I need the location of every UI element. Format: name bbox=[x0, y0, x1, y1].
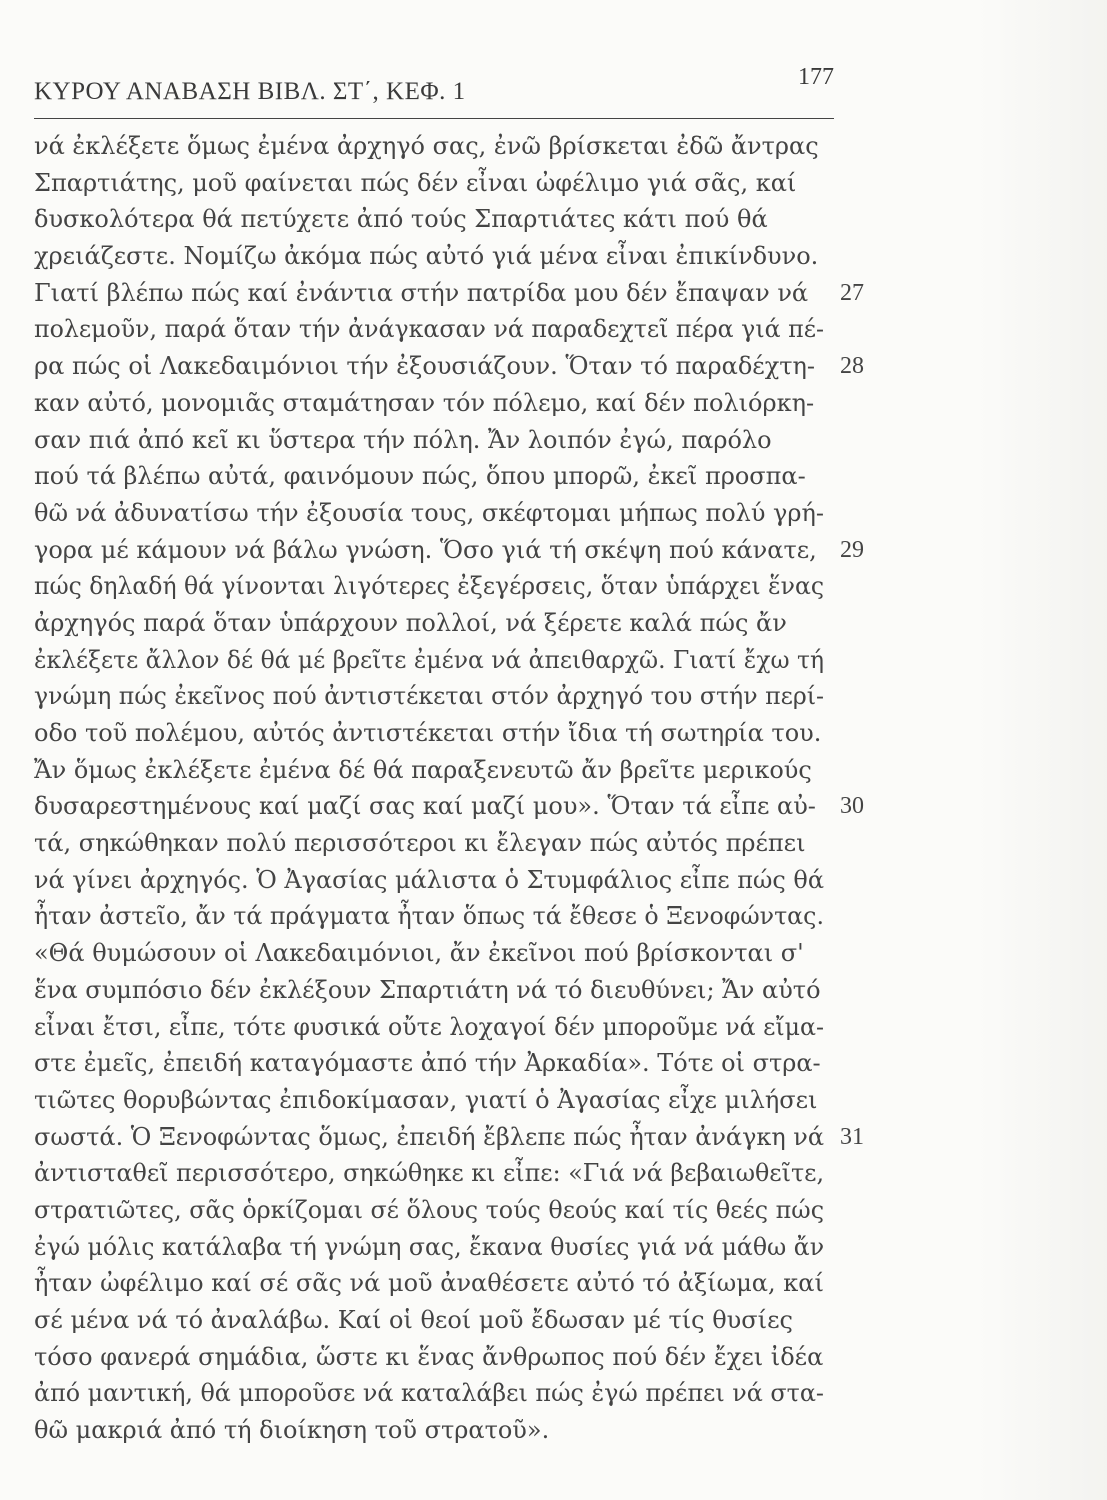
line-text: τά, σηκώθηκαν πολύ περισσότεροι κι ἔλεγαν πώς αὐτός πρέπει bbox=[34, 829, 806, 858]
text-line bbox=[34, 1009, 834, 1046]
line-text: ἕνα συμπόσιο δέν ἐκλέξουν Σπαρτιάτη νά τό διευθύνει; Ἄν αὐτό bbox=[34, 975, 821, 1004]
text-line bbox=[34, 1082, 834, 1119]
text-line bbox=[34, 898, 834, 935]
page-header bbox=[34, 64, 834, 112]
line-text: στε ἐμεῖς, ἐπειδή καταγόμαστε ἀπό τήν Ἀρκαδία». Τότε οἱ στρα- bbox=[34, 1049, 821, 1078]
text-line bbox=[34, 935, 834, 972]
text-line bbox=[34, 165, 834, 202]
line-text: καν αὐτό, μονομιᾶς σταμάτησαν τόν πόλεμο, καί δέν πολιόρκη- bbox=[34, 388, 815, 417]
line-text: οδο τοῦ πολέμου, αὐτός ἀντιστέκεται στήν ἴδια τή σωτηρία του. bbox=[34, 719, 822, 747]
line-text: ἀρχηγός παρά ὅταν ὑπάρχουν πολλοί, νά ξέρετε καλά πώς ἄν bbox=[34, 608, 787, 637]
header-rule bbox=[34, 118, 834, 119]
text-line bbox=[34, 1265, 834, 1302]
text-line bbox=[34, 1045, 834, 1082]
line-text: ἦταν ἀστεῖο, ἄν τά πράγματα ἦταν ὅπως τά ἔθεσε ὁ Ξενοφώντας. bbox=[34, 902, 824, 931]
line-text: θῶ μακριά ἀπό τή διοίκηση τοῦ στρατοῦ». bbox=[34, 1416, 550, 1445]
line-text: Σπαρτιάτης, μοῦ φαίνεται πώς δέν εἶναι ὠφέλιμο γιά σᾶς, καί bbox=[34, 168, 797, 197]
line-text: σωστά. Ὁ Ξενοφώντας ὅμως, ἐπειδή ἔβλεπε πώς ἦταν ἀνάγκη νά bbox=[34, 1122, 824, 1151]
text-line bbox=[34, 422, 834, 459]
text-line bbox=[34, 385, 834, 422]
text-line bbox=[34, 972, 834, 1009]
section-number: 30 bbox=[840, 793, 864, 820]
text-line bbox=[34, 642, 834, 679]
line-text: γνώμη πώς ἐκεῖνος πού ἀντιστέκεται στόν ἀρχηγό του στήν περί- bbox=[34, 682, 825, 711]
line-text: ρα πώς οἱ Λακεδαιμόνιοι τήν ἐξουσιάζουν. Ὅταν τό παραδέχτη- bbox=[34, 352, 816, 381]
running-head: ΚΥΡΟΥ ΑΝΑΒΑΣΗ ΒΙΒΛ. ΣΤ΄, ΚΕΦ. 1 bbox=[34, 78, 466, 105]
line-text: Ἄν ὅμως ἐκλέξετε ἐμένα δέ θά παραξενευτῶ ἄν βρεῖτε μερικούς bbox=[34, 755, 812, 784]
text-line bbox=[34, 1192, 834, 1229]
text-line bbox=[34, 201, 834, 238]
page-edge-shadow bbox=[977, 0, 1107, 1500]
text-line bbox=[34, 275, 864, 312]
line-text: σέ μένα νά τό ἀναλάβω. Καί οἱ θεοί μοῦ ἔδωσαν μέ τίς θυσίες bbox=[34, 1306, 793, 1334]
line-text: τιῶτες θορυβώντας ἐπιδοκίμασαν, γιατί ὁ Ἀγασίας εἶχε μιλήσει bbox=[34, 1085, 818, 1114]
text-line bbox=[34, 1302, 834, 1339]
text-line bbox=[34, 678, 834, 715]
text-line bbox=[34, 788, 864, 825]
line-text: νά ἐκλέξετε ὅμως ἐμένα ἀρχηγό σας, ἐνῶ βρίσκεται ἐδῶ ἄντρας bbox=[34, 132, 819, 160]
line-text: ἀπό μαντική, θά μποροῦσε νά καταλάβει πώς ἐγώ πρέπει νά στα- bbox=[34, 1379, 824, 1408]
line-text: στρατιῶτες, σᾶς ὁρκίζομαι σέ ὅλους τούς θεούς καί τίς θεές πώς bbox=[34, 1195, 825, 1224]
text-line bbox=[34, 862, 834, 899]
section-number: 31 bbox=[840, 1123, 864, 1150]
text-line bbox=[34, 605, 834, 642]
text-line bbox=[34, 1412, 834, 1449]
line-text: σαν πιά ἀπό κεῖ κι ὕστερα τήν πόλη. Ἄν λοιπόν ἐγώ, παρόλο bbox=[34, 425, 772, 454]
line-text: ἀντισταθεῖ περισσότερο, σηκώθηκε κι εἶπε: «Γιά νά βεβαιωθεῖτε, bbox=[34, 1159, 825, 1188]
line-text: πώς δηλαδή θά γίνονται λιγότερες ἐξεγέρσεις, ὅταν ὑπάρχει ἕνας bbox=[34, 572, 824, 601]
text-line bbox=[34, 348, 864, 385]
text-line bbox=[34, 1119, 864, 1156]
line-text: «Θά θυμώσουν οἱ Λακεδαιμόνιοι, ἄν ἐκεῖνοι πού βρίσκονται σ' bbox=[34, 939, 804, 968]
text-line bbox=[34, 532, 864, 569]
line-text: πολεμοῦν, παρά ὅταν τήν ἀνάγκασαν νά παραδεχτεῖ πέρα γιά πέ- bbox=[34, 315, 824, 344]
text-line bbox=[34, 568, 834, 605]
line-text: ἦταν ὠφέλιμο καί σέ σᾶς νά μοῦ ἀναθέσετε αὐτό τό ἀξίωμα, καί bbox=[34, 1269, 824, 1298]
line-text: δυσαρεστημένους καί μαζί σας καί μαζί μου». Ὅταν τά εἶπε αὐ- bbox=[34, 792, 816, 821]
text-line bbox=[34, 128, 834, 165]
text-line bbox=[34, 752, 834, 789]
line-text: πού τά βλέπω αὐτά, φαινόμουν πώς, ὅπου μπορῶ, ἐκεῖ προσπα- bbox=[34, 462, 806, 491]
page-number: 177 bbox=[798, 64, 834, 90]
text-line bbox=[34, 1339, 834, 1376]
section-number: 29 bbox=[840, 536, 864, 563]
section-number: 27 bbox=[840, 279, 864, 306]
text-line bbox=[34, 825, 834, 862]
text-line bbox=[34, 495, 834, 532]
section-number: 28 bbox=[840, 353, 864, 380]
body-text bbox=[34, 128, 894, 1449]
text-line bbox=[34, 1229, 834, 1266]
line-text: δυσκολότερα θά πετύχετε ἀπό τούς Σπαρτιάτες κάτι πού θά bbox=[34, 205, 768, 234]
line-text: θῶ νά ἀδυνατίσω τήν ἐξουσία τους, σκέφτομαι μήπως πολύ γρή- bbox=[34, 498, 824, 527]
line-text: Γιατί βλέπω πώς καί ἐνάντια στήν πατρίδα μου δέν ἔπαψαν νά bbox=[34, 278, 809, 307]
line-text: ἐκλέξετε ἄλλον δέ θά μέ βρεῖτε ἐμένα νά ἀπειθαρχῶ. Γιατί ἔχω τή bbox=[34, 645, 825, 674]
line-text: τόσο φανερά σημάδια, ὥστε κι ἕνας ἄνθρωπος πού δέν ἔχει ἰδέα bbox=[34, 1342, 824, 1371]
line-text: γορα μέ κάμουν νά βάλω γνώση. Ὅσο γιά τή σκέψη πού κάνατε, bbox=[34, 535, 817, 564]
line-text: νά γίνει ἀρχηγός. Ὁ Ἀγασίας μάλιστα ὁ Στυμφάλιος εἶπε πώς θά bbox=[34, 865, 824, 894]
text-line bbox=[34, 458, 834, 495]
line-text: εἶναι ἔτσι, εἶπε, τότε φυσικά οὔτε λοχαγοί δέν μποροῦμε νά εἴμα- bbox=[34, 1012, 824, 1041]
text-line bbox=[34, 1375, 834, 1412]
text-line bbox=[34, 311, 834, 348]
line-text: χρειάζεστε. Νομίζω ἀκόμα πώς αὐτό γιά μένα εἶναι ἐπικίνδυνο. bbox=[34, 242, 819, 271]
text-line bbox=[34, 1155, 834, 1192]
text-line bbox=[34, 238, 834, 275]
text-line bbox=[34, 715, 834, 752]
line-text: ἐγώ μόλις κατάλαβα τή γνώμη σας, ἔκανα θυσίες γιά νά μάθω ἄν bbox=[34, 1232, 825, 1261]
